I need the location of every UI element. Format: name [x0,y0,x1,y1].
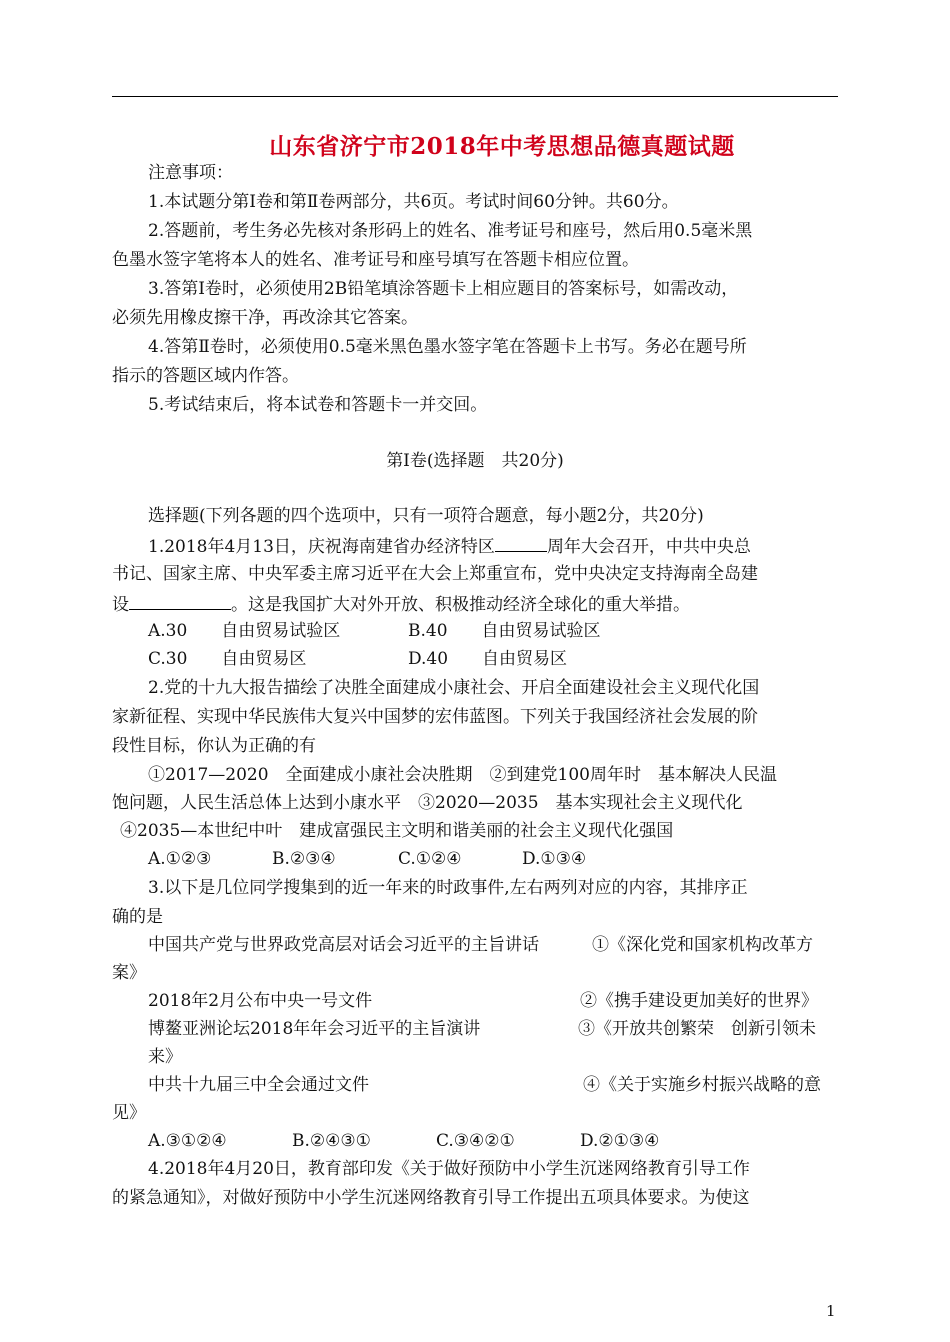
notice-item-4-line-1: 4.答第Ⅱ卷时，必须使用0.5毫米黑色墨水签字笔在答题卡上书写。务必在题号所 [148,337,747,357]
header-rule [112,96,838,97]
q1-blank-1 [495,534,547,552]
q3-row-3-right: ③《开放共创繁荣 创新引领未 [578,1019,816,1039]
q4-line-1: 4.2018年4月20日，教育部印发《关于做好预防中小学生沉迷网络教育引导工作 [148,1159,750,1179]
q1-line-2: 书记、国家主席、中央军委主席习近平在大会上郑重宣布，党中央决定支持海南全岛建 [112,564,758,584]
q3-row-1-cont: 案》 [112,963,146,983]
q2-line-2: 家新征程、实现中华民族伟大复兴中国梦的宏伟蓝图。下列关于我国经济社会发展的阶 [112,707,758,727]
q4-line-2: 的紧急通知》，对做好预防中小学生沉迷网络教育引导工作提出五项具体要求。为使这 [112,1188,750,1208]
q2-option-a: A.①②③ [148,849,212,869]
q2-line-1: 2.党的十九大报告描绘了决胜全面建成小康社会、开启全面建设社会主义现代化国 [148,678,760,698]
q3-line-2: 确的是 [112,907,163,927]
q1-option-c: C.30 自由贸易区 [148,649,307,669]
q1-option-a: A.30 自由贸易试验区 [148,621,341,641]
q1-option-d: D.40 自由贸易区 [408,649,568,669]
q1-text-c: 设 [112,595,129,615]
section-instructions: 选择题(下列各题的四个选项中，只有一项符合题意，每小题2分，共20分) [148,506,704,526]
q3-option-b: B.②④③① [292,1131,371,1151]
notice-item-2-line-2: 色墨水签字笔将本人的姓名、准考证号和座号填写在答题卡相应位置。 [112,250,639,270]
q1-line-1 [148,534,751,558]
notice-item-3-line-2: 必须先用橡皮擦干净，再改涂其它答案。 [112,308,418,328]
q3-row-2-left: 2018年2月公布中央一号文件 [148,991,373,1011]
section-heading: 第Ⅰ卷(选择题 共20分) [386,451,564,471]
notice-item-3-line-1: 3.答第Ⅰ卷时，必须使用2B铅笔填涂答题卡上相应题目的答案标号，如需改动， [148,279,739,299]
q1-text-b: 周年大会召开，中共中央总 [546,537,751,557]
page-number: 1 [826,1302,836,1320]
q2-option-d: D.①③④ [522,849,587,869]
notice-heading: 注意事项： [148,163,233,183]
q3-row-4-right: ④《关于实施乡村振兴战略的意 [583,1075,821,1095]
q3-row-3-cont: 来》 [148,1047,182,1067]
notice-item-1: 1.本试题分第Ⅰ卷和第Ⅱ卷两部分，共6页。考试时间60分钟。共60分。 [148,192,679,212]
q2-statement-1: ①2017—2020 全面建成小康社会决胜期 ②到建党100周年时 基本解决人民温 [148,765,777,785]
q2-statement-2: 饱问题，人民生活总体上达到小康水平 ③2020—2035 基本实现社会主义现代化 [112,793,743,813]
q2-option-c: C.①②④ [398,849,462,869]
page-title: 山东省济宁市2018年中考思想品德真题试题 [269,133,735,160]
q2-option-b: B.②③④ [272,849,336,869]
q3-row-3-left: 博鳌亚洲论坛2018年年会习近平的主旨演讲 [148,1019,481,1039]
q3-row-2-right: ②《携手建设更加美好的世界》 [580,991,818,1011]
q3-line-1: 3.以下是几位同学搜集到的近一年来的时政事件,左右两列对应的内容，其排序正 [148,878,748,898]
q3-option-c: C.③④②① [436,1131,515,1151]
q3-row-4-cont: 见》 [112,1103,146,1123]
q3-option-a: A.③①②④ [148,1131,227,1151]
q2-statement-3: ④2035—本世纪中叶 建成富强民主文明和谐美丽的社会主义现代化强国 [120,821,674,841]
q3-row-4-left: 中共十九届三中全会通过文件 [148,1075,369,1095]
q2-line-3: 段性目标，你认为正确的有 [112,736,316,756]
q1-text-a: 1.2018年4月13日，庆祝海南建省办经济特区 [148,537,495,557]
q3-row-1-right: ①《深化党和国家机构改革方 [592,935,813,955]
notice-item-2-line-1: 2.答题前，考生务必先核对条形码上的姓名、准考证号和座号，然后用0.5毫米黑 [148,221,753,241]
notice-item-5: 5.考试结束后，将本试卷和答题卡一并交回。 [148,395,488,415]
q1-text-d: 。这是我国扩大对外开放、积极推动经济全球化的重大举措。 [231,595,690,615]
notice-item-4-line-2: 指示的答题区域内作答。 [112,366,299,386]
q3-row-1-left: 中国共产党与世界政党高层对话会习近平的主旨讲话 [148,935,539,955]
q3-option-d: D.②①③④ [580,1131,660,1151]
q1-option-b: B.40 自由贸易试验区 [408,621,601,641]
q1-line-3 [112,592,690,616]
q1-blank-2 [129,592,231,610]
